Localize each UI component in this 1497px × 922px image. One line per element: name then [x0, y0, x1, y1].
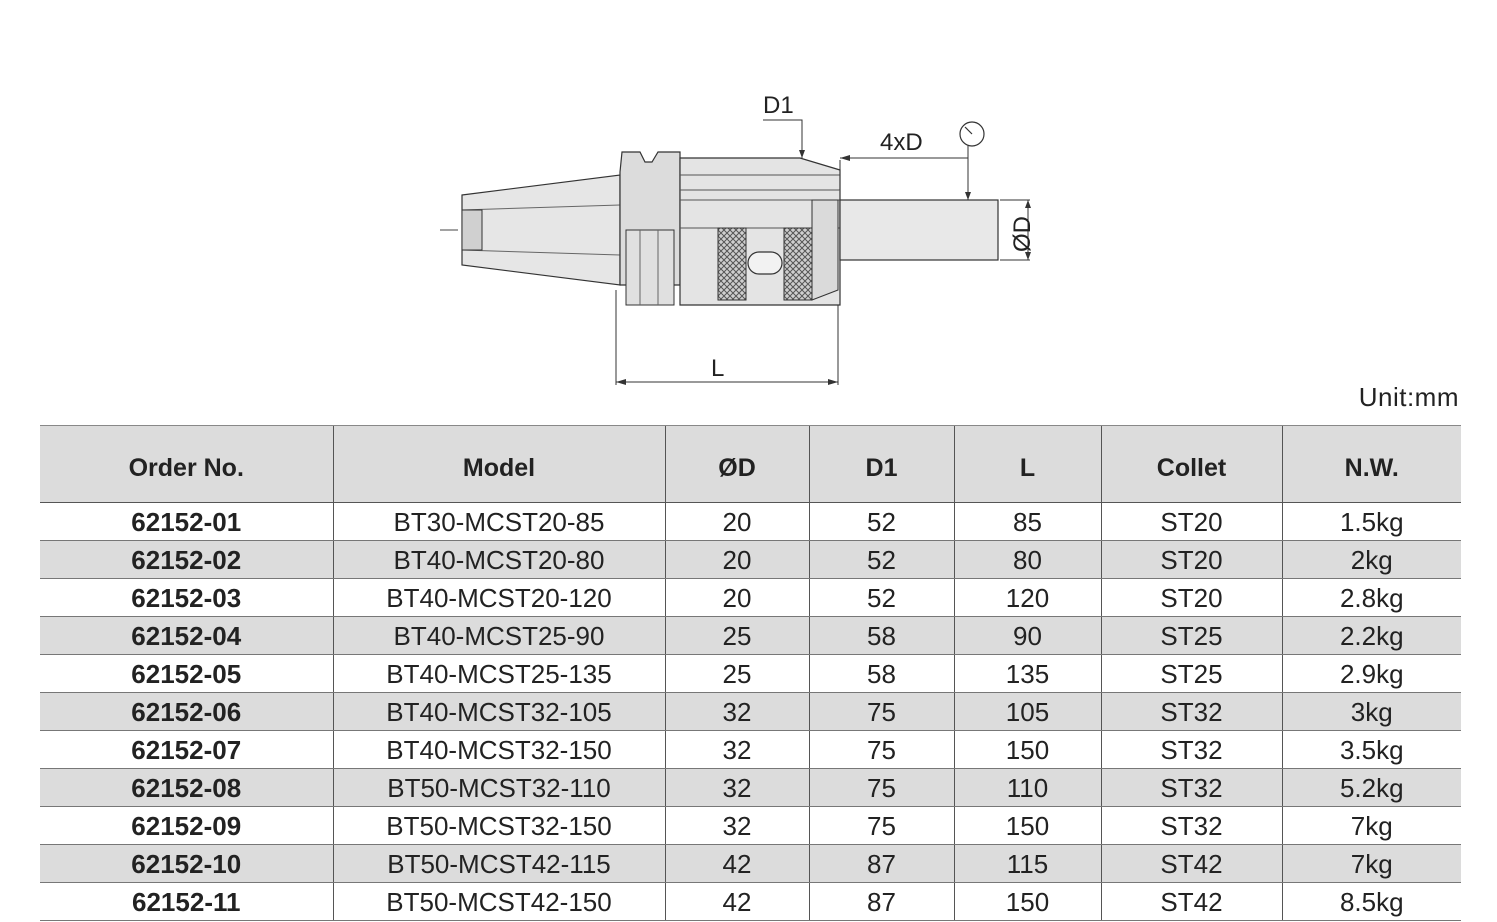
table-cell: BT40-MCST25-90 — [333, 617, 665, 655]
table-cell: 75 — [809, 807, 954, 845]
table-cell: ST42 — [1101, 883, 1282, 921]
table-cell: 20 — [665, 503, 809, 541]
header-order-no: Order No. — [40, 426, 333, 503]
table-cell: 87 — [809, 845, 954, 883]
table-cell: 52 — [809, 541, 954, 579]
table-cell: 62152-08 — [40, 769, 333, 807]
table-cell: 62152-06 — [40, 693, 333, 731]
table-cell: 62152-11 — [40, 883, 333, 921]
table-cell: 52 — [809, 503, 954, 541]
unit-label: Unit:mm — [1358, 382, 1459, 412]
header-nw: N.W. — [1282, 426, 1461, 503]
header-collet: Collet — [1101, 426, 1282, 503]
table-cell: 58 — [809, 655, 954, 693]
table-cell: BT30-MCST20-85 — [333, 503, 665, 541]
table-row — [40, 731, 1461, 769]
table-cell: 2.9kg — [1282, 655, 1461, 693]
table-cell: ST32 — [1101, 807, 1282, 845]
table-cell: BT40-MCST32-150 — [333, 731, 665, 769]
table-cell: 80 — [954, 541, 1101, 579]
table-cell: 75 — [809, 693, 954, 731]
table-cell: 32 — [665, 693, 809, 731]
table-row — [40, 693, 1461, 731]
table-cell: 75 — [809, 769, 954, 807]
table-cell: ST20 — [1101, 579, 1282, 617]
table-cell: ST25 — [1101, 617, 1282, 655]
table-cell: ST20 — [1101, 541, 1282, 579]
table-cell: 8.5kg — [1282, 883, 1461, 921]
table-cell: BT40-MCST32-105 — [333, 693, 665, 731]
table-cell: BT40-MCST20-120 — [333, 579, 665, 617]
table-row — [40, 769, 1461, 807]
table-cell: 150 — [954, 883, 1101, 921]
header-model: Model — [333, 426, 665, 503]
d1-label: D1 — [763, 92, 794, 119]
table-cell: 3kg — [1282, 693, 1461, 731]
table-cell: ST32 — [1101, 693, 1282, 731]
table-cell: 150 — [954, 731, 1101, 769]
table-cell: BT40-MCST25-135 — [333, 655, 665, 693]
table-row — [40, 503, 1461, 541]
table-cell: 62152-02 — [40, 541, 333, 579]
header-diameter: ØD — [665, 426, 809, 503]
table-cell: 62152-07 — [40, 731, 333, 769]
table-cell: 7kg — [1282, 845, 1461, 883]
table-cell: 3.5kg — [1282, 731, 1461, 769]
table-row — [40, 617, 1461, 655]
table-cell: ST32 — [1101, 731, 1282, 769]
table-cell: 42 — [665, 845, 809, 883]
table-cell: ST42 — [1101, 845, 1282, 883]
table-cell: 20 — [665, 541, 809, 579]
table-cell: 25 — [665, 655, 809, 693]
table-row — [40, 655, 1461, 693]
table-cell: 52 — [809, 579, 954, 617]
table-cell: 62152-10 — [40, 845, 333, 883]
table-cell: 120 — [954, 579, 1101, 617]
tool-holder-drawing — [430, 80, 1050, 390]
table-cell: 2kg — [1282, 541, 1461, 579]
table-cell: 75 — [809, 731, 954, 769]
table-row — [40, 579, 1461, 617]
table-cell: BT50-MCST42-150 — [333, 883, 665, 921]
table-row — [40, 541, 1461, 579]
table-cell: 58 — [809, 617, 954, 655]
header-l: L — [954, 426, 1101, 503]
table-cell: 62152-04 — [40, 617, 333, 655]
table-cell: 105 — [954, 693, 1101, 731]
l-label: L — [711, 355, 725, 382]
table-cell: 62152-09 — [40, 807, 333, 845]
header-d1: D1 — [809, 426, 954, 503]
table-cell: 150 — [954, 807, 1101, 845]
table-cell: 32 — [665, 807, 809, 845]
table-cell: 1.5kg — [1282, 503, 1461, 541]
table-cell: BT50-MCST32-110 — [333, 769, 665, 807]
spec-table — [40, 425, 1461, 921]
table-cell: 62152-01 — [40, 503, 333, 541]
table-cell: BT50-MCST42-115 — [333, 845, 665, 883]
table-cell: 25 — [665, 617, 809, 655]
table-cell: 62152-03 — [40, 579, 333, 617]
table-cell: 7kg — [1282, 807, 1461, 845]
table-cell: 42 — [665, 883, 809, 921]
table-cell: 2.2kg — [1282, 617, 1461, 655]
table-row — [40, 845, 1461, 883]
table-header-row — [40, 426, 1461, 503]
table-cell: BT40-MCST20-80 — [333, 541, 665, 579]
table-row — [40, 807, 1461, 845]
table-cell: 62152-05 — [40, 655, 333, 693]
table-cell: ST20 — [1101, 503, 1282, 541]
table-row — [40, 883, 1461, 921]
diameter-d-label: ØD — [1009, 216, 1036, 252]
table-cell: 2.8kg — [1282, 579, 1461, 617]
table-cell: 32 — [665, 731, 809, 769]
table-cell: 135 — [954, 655, 1101, 693]
table-cell: 85 — [954, 503, 1101, 541]
table-cell: 5.2kg — [1282, 769, 1461, 807]
table-cell: ST32 — [1101, 769, 1282, 807]
table-cell: 87 — [809, 883, 954, 921]
table-cell: ST25 — [1101, 655, 1282, 693]
table-cell: 90 — [954, 617, 1101, 655]
4xd-label: 4xD — [880, 129, 923, 156]
table-cell: 32 — [665, 769, 809, 807]
table-cell: 20 — [665, 579, 809, 617]
table-cell: BT50-MCST32-150 — [333, 807, 665, 845]
table-cell: 115 — [954, 845, 1101, 883]
table-cell: 110 — [954, 769, 1101, 807]
